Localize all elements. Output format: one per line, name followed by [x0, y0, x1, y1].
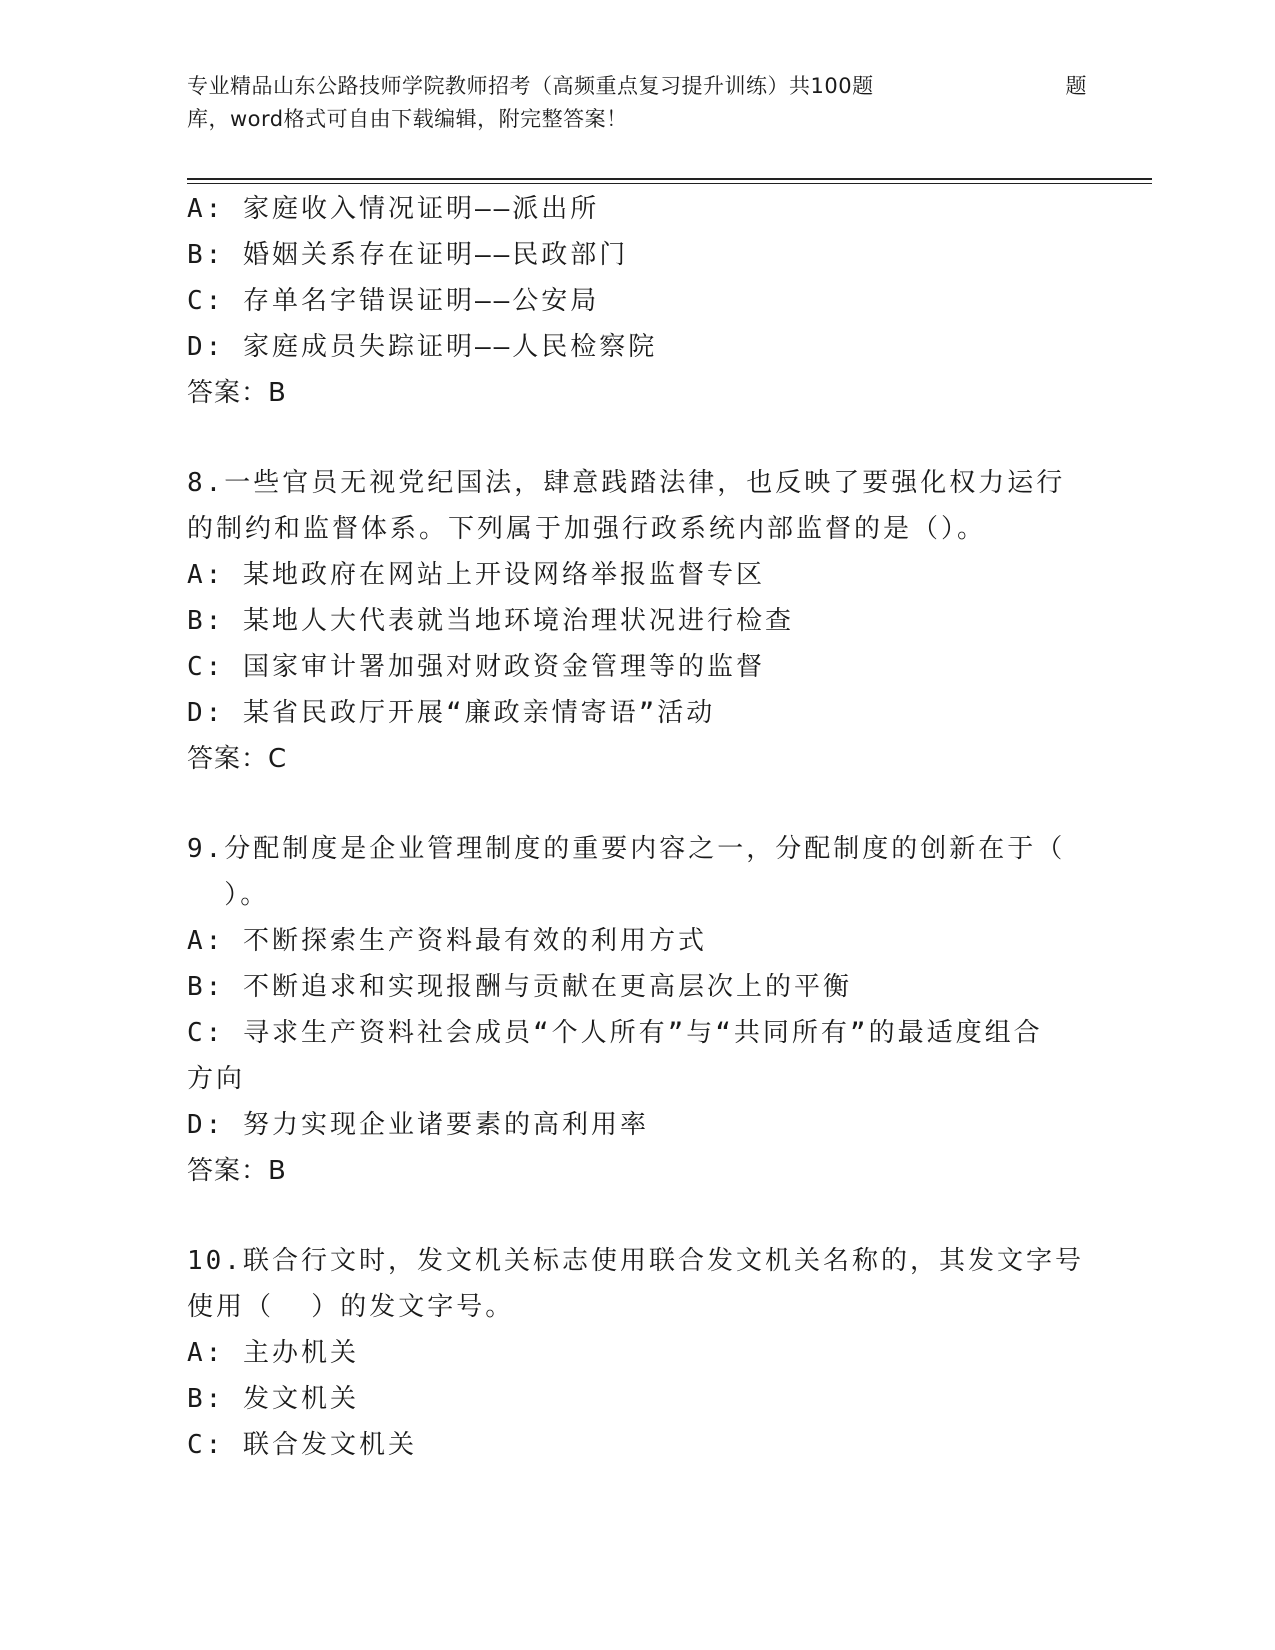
question-stem: 使用（ ）的发文字号。 [187, 1292, 515, 1322]
answer-line: 答案：C [187, 744, 288, 774]
option-b: B: 发文机关 [187, 1384, 359, 1414]
header-line-1 [187, 70, 1087, 103]
option-b: B: 婚姻关系存在证明——民政部门 [187, 240, 629, 270]
header-line-2: 库，word格式可自由下载编辑，附完整答案！ [187, 107, 628, 131]
question-stem: 10.联合行文时，发文机关标志使用联合发文机关名称的，其发文字号 [187, 1246, 1084, 1276]
option-a: A: 某地政府在网站上开设网络举报监督专区 [187, 560, 765, 590]
option-c: C: 联合发文机关 [187, 1430, 417, 1460]
question-stem: 8.一些官员无视党纪国法，肆意践踏法律，也反映了要强化权力运行 [187, 468, 1066, 498]
option-a: A: 不断探索生产资料最有效的利用方式 [187, 926, 707, 956]
header-title: 专业精品山东公路技师学院教师招考（高频重点复习提升训练）共100题 [187, 74, 874, 98]
question-10-block [187, 1238, 1087, 1468]
answer-line: 答案：B [187, 378, 287, 408]
question-7-block [187, 186, 1087, 416]
header-rule-thick [187, 178, 1152, 180]
option-b: B: 某地人大代表就当地环境治理状况进行检查 [187, 606, 794, 636]
option-d: D: 某省民政厅开展“廉政亲情寄语”活动 [187, 698, 716, 728]
option-a: A: 家庭收入情况证明——派出所 [187, 194, 600, 224]
option-a: A: 主办机关 [187, 1338, 359, 1368]
question-9-block [187, 826, 1087, 1194]
option-c-continued: 方向 [187, 1064, 246, 1094]
header-rule-thin [187, 183, 1152, 184]
question-content [187, 186, 1087, 1468]
answer-line: 答案：B [187, 1156, 287, 1186]
option-c: C: 寻求生产资料社会成员“个人所有”与“共同所有”的最适度组合 [187, 1018, 1043, 1048]
option-b: B: 不断追求和实现报酬与贡献在更高层次上的平衡 [187, 972, 852, 1002]
option-c: C: 国家审计署加强对财政资金管理等的监督 [187, 652, 765, 682]
question-stem: ）。 [187, 880, 270, 910]
option-c: C: 存单名字错误证明——公安局 [187, 286, 600, 316]
question-8-block [187, 460, 1087, 782]
question-stem: 9.分配制度是企业管理制度的重要内容之一，分配制度的创新在于（ [187, 834, 1066, 864]
option-d: D: 努力实现企业诸要素的高利用率 [187, 1110, 649, 1140]
option-d: D: 家庭成员失踪证明——人民检察院 [187, 332, 658, 362]
question-stem: 的制约和监督体系。下列属于加强行政系统内部监督的是（）。 [187, 514, 987, 544]
header-title-tail: 题 [1065, 74, 1087, 98]
document-header [187, 70, 1087, 136]
